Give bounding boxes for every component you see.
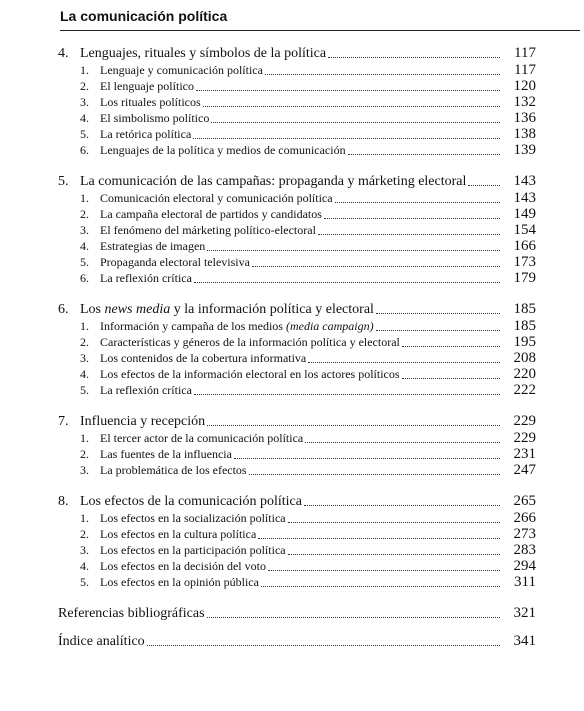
item-title: El tercer actor de la comunicación política	[100, 431, 304, 445]
item-title: Las fuentes de la influencia	[100, 447, 232, 461]
toc-item[interactable]	[58, 110, 536, 126]
dot-leader	[207, 250, 500, 251]
page-number: 132	[513, 94, 536, 110]
table-of-contents	[58, 44, 536, 650]
toc-item[interactable]	[58, 350, 536, 366]
page-number: 143	[513, 173, 536, 189]
toc-item[interactable]	[58, 190, 536, 206]
page-number: 179	[513, 270, 536, 286]
toc-item[interactable]	[58, 94, 536, 110]
page-number: 294	[513, 558, 536, 574]
item-number: 3.	[80, 351, 89, 365]
page-number: 229	[513, 413, 536, 429]
item-title: El fenómeno del márketing político-electoral	[100, 223, 316, 237]
toc-item[interactable]	[58, 446, 536, 462]
page-number: 143	[513, 190, 536, 206]
dot-leader	[328, 57, 500, 58]
toc-end-entry-index	[58, 632, 536, 650]
item-title: Los efectos en la decisión del voto	[100, 559, 266, 573]
dot-leader	[147, 645, 500, 646]
dot-leader	[308, 362, 500, 363]
dot-leader	[193, 138, 500, 139]
item-title: La retórica política	[100, 127, 192, 141]
page-number: 195	[513, 334, 536, 350]
page-number: 117	[514, 62, 536, 78]
chapter-title-em: news media	[104, 302, 171, 317]
chapter-title: Lenguajes, rituales y símbolos de la política	[80, 46, 327, 61]
item-title: La campaña electoral de partidos y candidatos	[100, 207, 322, 221]
toc-item[interactable]	[58, 78, 536, 94]
toc-item[interactable]	[58, 462, 536, 478]
page-number: 273	[513, 526, 536, 542]
entry-title: Índice analítico	[58, 634, 145, 649]
toc-chapter-8	[58, 492, 536, 590]
dot-leader	[318, 234, 500, 235]
page-number: 117	[514, 45, 536, 61]
item-title	[100, 318, 374, 334]
item-title-pre: Información y campaña de los medios	[100, 319, 286, 333]
toc-item[interactable]	[58, 142, 536, 158]
toc-item[interactable]	[58, 222, 536, 238]
item-title: Estrategias de imagen	[100, 239, 206, 253]
item-number: 3.	[80, 223, 89, 237]
item-title: Características y géneros de la información política y electoral	[100, 335, 400, 349]
item-number: 1.	[80, 511, 89, 525]
toc-end-entry-references	[58, 604, 536, 622]
page-number: 120	[513, 78, 536, 94]
dot-leader	[265, 74, 500, 75]
running-header	[60, 6, 580, 31]
dot-leader	[335, 202, 500, 203]
page-number: 222	[513, 382, 536, 398]
item-number: 1.	[80, 431, 89, 445]
item-number: 3.	[80, 463, 89, 477]
item-title: Los efectos en la cultura política	[100, 527, 257, 541]
dot-leader	[324, 218, 500, 219]
toc-item[interactable]	[58, 126, 536, 142]
item-title: Comunicación electoral y comunicación política	[100, 191, 333, 205]
dot-leader	[268, 570, 500, 571]
chapter-number: 8.	[58, 494, 69, 509]
item-title: Los efectos en la socialización política	[100, 511, 286, 525]
dot-leader	[234, 458, 500, 459]
toc-entry-index[interactable]	[58, 632, 536, 650]
dot-leader	[194, 282, 500, 283]
chapter-title: Los efectos de la comunicación política	[80, 494, 302, 509]
dot-leader	[402, 378, 500, 379]
toc-entry-references[interactable]	[58, 604, 536, 622]
item-title: La reflexión crítica	[100, 271, 192, 285]
toc-item[interactable]	[58, 206, 536, 222]
item-number: 6.	[80, 271, 89, 285]
item-number: 4.	[80, 111, 89, 125]
item-number: 5.	[80, 255, 89, 269]
dot-leader	[376, 330, 500, 331]
toc-item[interactable]	[58, 430, 536, 446]
dot-leader	[196, 90, 500, 91]
chapter-title-pre: Los	[80, 302, 105, 317]
dot-leader	[258, 538, 500, 539]
toc-chapter-5	[58, 172, 536, 286]
dot-leader	[376, 313, 500, 314]
page-number: 265	[513, 493, 536, 509]
page-number: 266	[513, 510, 536, 526]
page-number: 185	[513, 301, 536, 317]
item-number: 3.	[80, 95, 89, 109]
item-title: Los efectos en la participación política	[100, 543, 286, 557]
running-header-title: La comunicación política	[60, 8, 228, 24]
page-number: 185	[513, 318, 536, 334]
dot-leader	[207, 425, 500, 426]
toc-chapter-6	[58, 300, 536, 398]
item-number: 5.	[80, 383, 89, 397]
item-number: 5.	[80, 127, 89, 141]
item-number: 2.	[80, 207, 89, 221]
page-number: 321	[513, 605, 536, 621]
chapter-title: Influencia y recepción	[80, 414, 206, 429]
dot-leader	[305, 442, 500, 443]
toc-chapter-heading[interactable]	[58, 172, 536, 190]
page-number: 208	[513, 350, 536, 366]
page-number: 138	[513, 126, 536, 142]
page-number: 341	[513, 633, 536, 649]
item-title: Los rituales políticos	[100, 95, 201, 109]
entry-title: Referencias bibliográficas	[58, 606, 205, 621]
dot-leader	[211, 122, 500, 123]
page-number: 247	[513, 462, 536, 478]
item-title: La reflexión crítica	[100, 383, 192, 397]
dot-leader	[203, 106, 500, 107]
toc-item[interactable]	[58, 510, 536, 526]
page-number: 136	[513, 110, 536, 126]
toc-item[interactable]	[58, 238, 536, 254]
page-number: 311	[514, 574, 536, 590]
chapter-number: 6.	[58, 302, 69, 317]
item-number: 1.	[80, 63, 89, 77]
item-title: Los efectos de la información electoral en los actores políticos	[100, 367, 400, 381]
dot-leader	[288, 522, 500, 523]
dot-leader	[261, 586, 500, 587]
dot-leader	[207, 617, 500, 618]
item-title: Los efectos en la opinión pública	[100, 575, 259, 589]
toc-item[interactable]	[58, 334, 536, 350]
chapter-number: 4.	[58, 46, 69, 61]
dot-leader	[348, 154, 500, 155]
chapter-title	[80, 301, 374, 319]
page-number: 220	[513, 366, 536, 382]
toc-item[interactable]	[58, 270, 536, 286]
toc-chapter-heading[interactable]	[58, 44, 536, 62]
item-number: 2.	[80, 447, 89, 461]
toc-item[interactable]	[58, 366, 536, 382]
toc-item[interactable]	[58, 558, 536, 574]
item-number: 4.	[80, 239, 89, 253]
toc-item[interactable]	[58, 542, 536, 558]
item-number: 5.	[80, 575, 89, 589]
item-title: Lenguaje y comunicación política	[100, 63, 263, 77]
item-number: 6.	[80, 143, 89, 157]
toc-item[interactable]	[58, 574, 536, 590]
item-title: Los contenidos de la cobertura informativa	[100, 351, 307, 365]
dot-leader	[194, 394, 500, 395]
page-number: 166	[513, 238, 536, 254]
toc-item[interactable]	[58, 62, 536, 78]
dot-leader	[304, 505, 500, 506]
dot-leader	[249, 474, 500, 475]
page-number: 154	[513, 222, 536, 238]
chapter-number: 7.	[58, 414, 69, 429]
chapter-number: 5.	[58, 174, 69, 189]
item-title: Lenguajes de la política y medios de comunicación	[100, 143, 346, 157]
dot-leader	[402, 346, 500, 347]
item-number: 2.	[80, 527, 89, 541]
chapter-title-post: y la información política y electoral	[170, 302, 374, 317]
dot-leader	[468, 185, 500, 186]
toc-chapter-heading[interactable]	[58, 300, 536, 318]
page-number: 231	[513, 446, 536, 462]
toc-chapter-4	[58, 44, 536, 158]
toc-item[interactable]	[58, 254, 536, 270]
dot-leader	[288, 554, 500, 555]
item-number: 2.	[80, 335, 89, 349]
dot-leader	[252, 266, 500, 267]
toc-item[interactable]	[58, 382, 536, 398]
item-number: 1.	[80, 191, 89, 205]
toc-chapter-heading[interactable]	[58, 492, 536, 510]
item-title: El lenguaje político	[100, 79, 194, 93]
item-title: El simbolismo político	[100, 111, 210, 125]
page-number: 149	[513, 206, 536, 222]
item-number: 3.	[80, 543, 89, 557]
page-number: 173	[513, 254, 536, 270]
item-title-em: (media campaign)	[285, 319, 374, 333]
chapter-title: La comunicación de las campañas: propaganda y márketing electoral	[80, 174, 467, 189]
toc-chapter-heading[interactable]	[58, 412, 536, 430]
item-number: 4.	[80, 367, 89, 381]
item-number: 1.	[80, 319, 89, 333]
item-title: Propaganda electoral televisiva	[100, 255, 250, 269]
toc-item[interactable]	[58, 526, 536, 542]
toc-item[interactable]	[58, 318, 536, 334]
page-number: 139	[513, 142, 536, 158]
toc-chapter-7	[58, 412, 536, 478]
item-number: 4.	[80, 559, 89, 573]
item-number: 2.	[80, 79, 89, 93]
item-title: La problemática de los efectos	[100, 463, 247, 477]
page-number: 229	[513, 430, 536, 446]
page-number: 283	[513, 542, 536, 558]
